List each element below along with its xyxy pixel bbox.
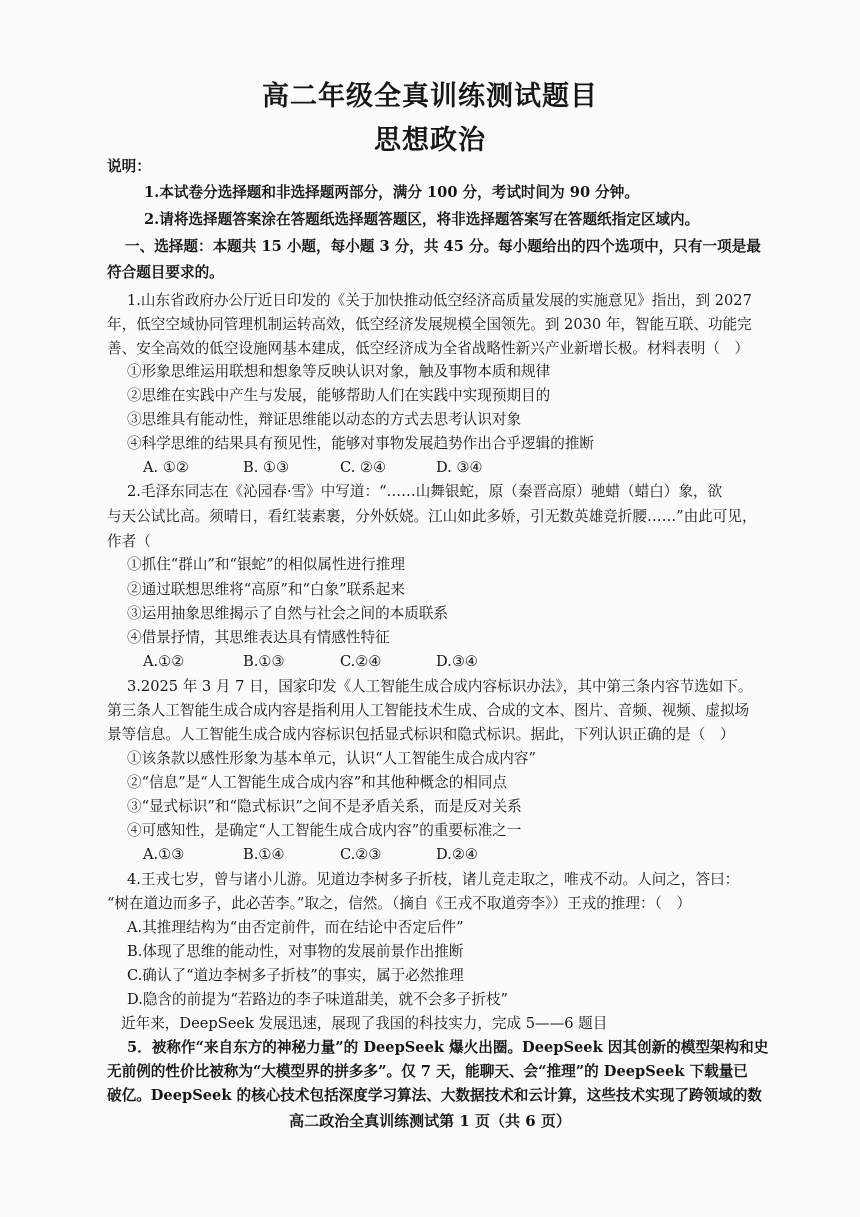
q5-stem-line1: 5．被称作“来自东方的神秘力量”的 DeepSeek 爆火出圈。DeepSeek 因其创新的模型架构和史 <box>127 1039 769 1056</box>
section-heading-line2: 符合题目要求的。 <box>107 264 224 281</box>
q5-stem-line2: 无前例的性价比被称为“大模型界的拼多多”。仅 7 天，能聊天、会“推理”的 DeepSeek 下载量已 <box>107 1063 748 1080</box>
q2-statement-4: ④借景抒情，其思维表达具有情感性特征 <box>127 629 390 646</box>
q3-statement-3: ③“显式标识”和“隐式标识”之间不是矛盾关系，而是反对关系 <box>127 798 522 815</box>
q1-stem-line2: 年，低空空域协同管理机制运转高效，低空经济发展规模全国领先。到 2030 年，智能互联、功能完 <box>107 316 752 333</box>
q2-statement-1: ①抓住“群山”和“银蛇”的相似属性进行推理 <box>127 556 405 573</box>
q2-statement-3: ③运用抽象思维揭示了自然与社会之间的本质联系 <box>127 605 449 622</box>
q1-option-b: B. ①③ <box>243 459 290 476</box>
q1-statement-3: ③思维具有能动性，辩证思维能以动态的方式去思考认识对象 <box>127 411 522 428</box>
q4-stem-line2: “树在道边而多子，此必苦李。”取之，信然。（摘自《王戎不取道旁李》）王戎的推理：（ ） <box>107 895 692 912</box>
q1-statement-1: ①形象思维运用联想和想象等反映认识对象，触及事物本质和规律 <box>127 363 551 380</box>
q2-option-a: A.①② <box>143 653 185 670</box>
section-heading-line1: 一、选择题：本题共 15 小题，每小题 3 分，共 45 分。每小题给出的四个选项中，只有一项是最 <box>125 238 761 255</box>
q1-option-d: D. ③④ <box>436 459 483 476</box>
q1-statement-4: ④科学思维的结果具有预见性，能够对事物发展趋势作出合乎逻辑的推断 <box>127 435 595 452</box>
q3-statement-2: ②“信息”是“人工智能生成合成内容”和其他种概念的相同点 <box>127 774 508 791</box>
instructions-label: 说明： <box>107 158 151 175</box>
q1-option-c: C. ②④ <box>340 459 387 476</box>
q3-statement-4: ④可感知性，是确定“人工智能生成合成内容”的重要标准之一 <box>127 822 522 839</box>
q2-stem-line2: 与天公试比高。须晴日，看红装素裹，分外妖娆。江山如此多娇，引无数英雄竞折腰……”由此可见， <box>107 508 757 525</box>
q4-option-a: A.其推理结构为“由否定前件，而在结论中否定后件” <box>127 919 464 936</box>
q4-option-b: B.体现了思维的能动性，对事物的发展前景作出推断 <box>127 943 464 960</box>
q1-stem-line1: 1.山东省政府办公厅近日印发的《关于加快推动低空经济高质量发展的实施意见》指出，到 2027 <box>127 292 752 309</box>
q5-stem-line3: 破亿。DeepSeek 的核心技术包括深度学习算法、大数据技术和云计算，这些技术实现了跨领域的数 <box>107 1087 762 1104</box>
q1-statement-2: ②思维在实践中产生与发展，能够帮助人们在实践中实现预期目的 <box>127 387 551 404</box>
q1-stem-line3: 善、安全高效的低空设施网基本建成，低空经济成为全省战略性新兴产业新增长极。材料表明（ ） <box>107 340 750 357</box>
q3-stem-line3: 景等信息。人工智能生成合成内容标识包括显式标识和隐式标识。据此，下列认识正确的是（ ） <box>107 726 735 743</box>
subject-title: 思想政治 <box>374 125 486 156</box>
q2-statement-2: ②通过联想思维将“高原”和“白象”联系起来 <box>127 581 405 598</box>
q5-6-intro: 近年来，DeepSeek 发展迅速，展现了我国的科技实力，完成 5——6 题目 <box>121 1015 608 1032</box>
q2-stem-line3: 作者（ <box>107 533 151 550</box>
q4-option-c: C.确认了“道边李树多子折枝”的事实，属于必然推理 <box>127 967 464 984</box>
q3-option-a: A.①③ <box>143 846 185 863</box>
q2-option-b: B.①③ <box>243 653 285 670</box>
q1-option-a: A. ①② <box>143 459 189 476</box>
q3-option-c: C.②③ <box>340 846 382 863</box>
q3-stem-line2: 第三条人工智能生成合成内容是指利用人工智能技术生成、合成的文本、图片、音频、视频、虚拟场 <box>107 702 750 719</box>
exam-title: 高二年级全真训练测试题目 <box>262 81 598 112</box>
q3-option-d: D.②④ <box>436 846 478 863</box>
page-footer: 高二政治全真训练测试第 1 页（共 6 页） <box>289 1112 571 1130</box>
q2-option-c: C.②④ <box>340 653 382 670</box>
q2-option-d: D.③④ <box>436 653 478 670</box>
q2-stem-line1: 2.毛泽东同志在《沁园春·雪》中写道：“……山舞银蛇，原（秦晋高原）驰蜡（蜡白）象，欲 <box>127 483 723 500</box>
q3-stem-line1: 3.2025 年 3 月 7 日，国家印发《人工智能生成合成内容标识办法》，其中第三条内容节选如下。 <box>127 678 753 695</box>
q3-option-b: B.①④ <box>243 846 285 863</box>
q4-stem-line1: 4.王戎七岁，曾与诸小儿游。见道边李树多子折枝，诸儿竞走取之，唯戎不动。人问之，答曰： <box>127 871 740 888</box>
q3-statement-1: ①该条款以感性形象为基本单元，认识“人工智能生成合成内容” <box>127 750 536 767</box>
instruction-1: 1.本试卷分选择题和非选择题两部分，满分 100 分，考试时间为 90 分钟。 <box>144 184 639 201</box>
q4-option-d: D.隐含的前提为“若路边的李子味道甜美，就不会多子折枝” <box>127 991 508 1008</box>
instruction-2: 2.请将选择题答案涂在答题纸选择题答题区，将非选择题答案写在答题纸指定区域内。 <box>144 211 700 228</box>
